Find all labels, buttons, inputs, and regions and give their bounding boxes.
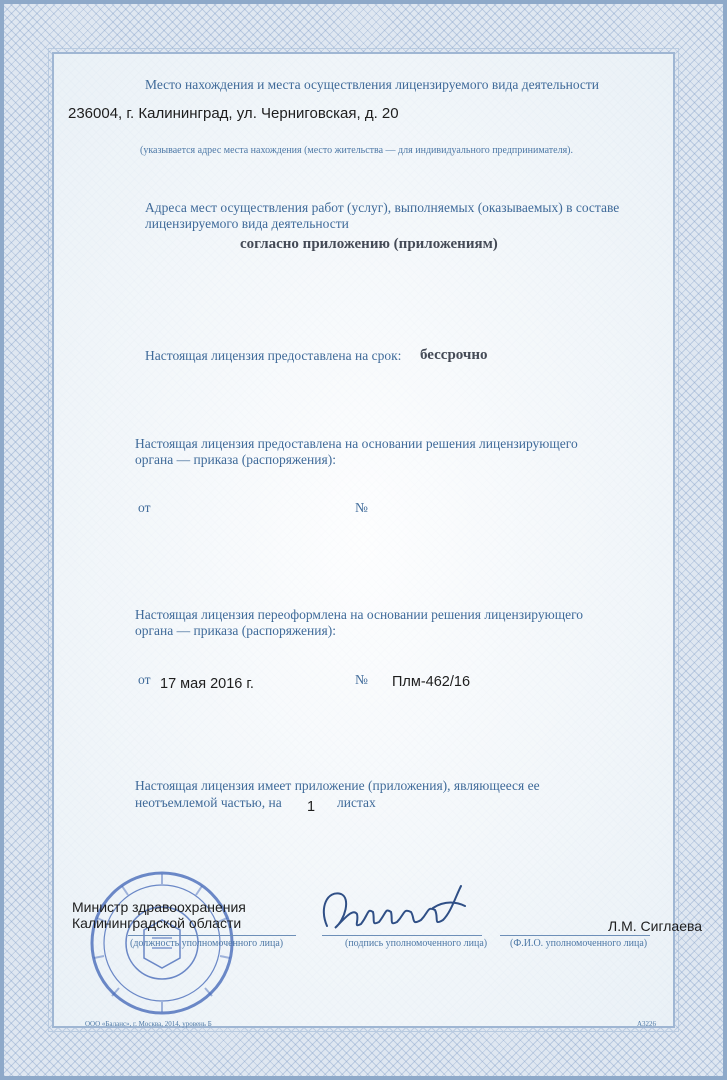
address-note: (указывается адрес места нахождения (место жительства — для индивидуального предпринимателя). <box>140 145 574 156</box>
reissued-number-label: № <box>355 672 368 687</box>
appendix-line-2-suffix: листах <box>337 795 376 810</box>
term-value: бессрочно <box>420 347 488 363</box>
org-line-2: Калининградской области <box>72 915 242 931</box>
granted-basis-line-1: Настоящая лицензия предоставлена на основании решения лицензирующего <box>135 436 578 451</box>
reissued-from-label: от <box>138 672 151 687</box>
location-label: Место нахождения и места осуществления лицензируемого вида деятельности <box>145 77 600 92</box>
appendix-line-1: Настоящая лицензия имеет приложение (приложения), являющееся ее <box>135 778 540 793</box>
signer-name: Л.М. Сиглаева <box>608 918 703 934</box>
reissued-basis-line-1: Настоящая лицензия переоформлена на основании решения лицензирующего <box>135 607 584 622</box>
address-value: 236004, г. Калининград, ул. Черниговская, д. 20 <box>68 105 399 122</box>
signature-caption: (подпись уполномоченного лица) <box>345 938 488 949</box>
appendix-sheets-value: 1 <box>307 799 316 815</box>
name-caption: (Ф.И.О. уполномоченного лица) <box>510 938 648 949</box>
granted-from-label: от <box>138 500 151 515</box>
work-addresses-label-2: лицензируемого вида деятельности <box>145 216 349 231</box>
term-label: Настоящая лицензия предоставлена на срок: <box>145 348 402 363</box>
name-line <box>500 935 650 936</box>
position-caption: (должность уполномоченного лица) <box>130 938 284 949</box>
position-line <box>128 935 296 936</box>
reissued-basis-line-2: органа — приказа (распоряжения): <box>135 623 336 638</box>
granted-number-label: № <box>355 500 368 515</box>
reissued-number-value: Плм-462/16 <box>392 674 471 690</box>
printer-info: ООО «Баланс», г. Москва, 2014, уровень Б <box>85 1020 212 1028</box>
form-code: А3226 <box>637 1020 657 1028</box>
reissued-date-value: 17 мая 2016 г. <box>160 676 254 692</box>
org-line-1: Министр здравоохранения <box>72 899 246 915</box>
work-addresses-label-1: Адреса мест осуществления работ (услуг), выполняемых (оказываемых) в составе <box>145 200 620 215</box>
work-addresses-value: согласно приложению (приложениям) <box>240 236 498 252</box>
granted-basis-line-2: органа — приказа (распоряжения): <box>135 452 336 467</box>
handwritten-signature <box>315 878 475 948</box>
appendix-line-2-prefix: неотъемлемой частью, на <box>135 795 282 810</box>
